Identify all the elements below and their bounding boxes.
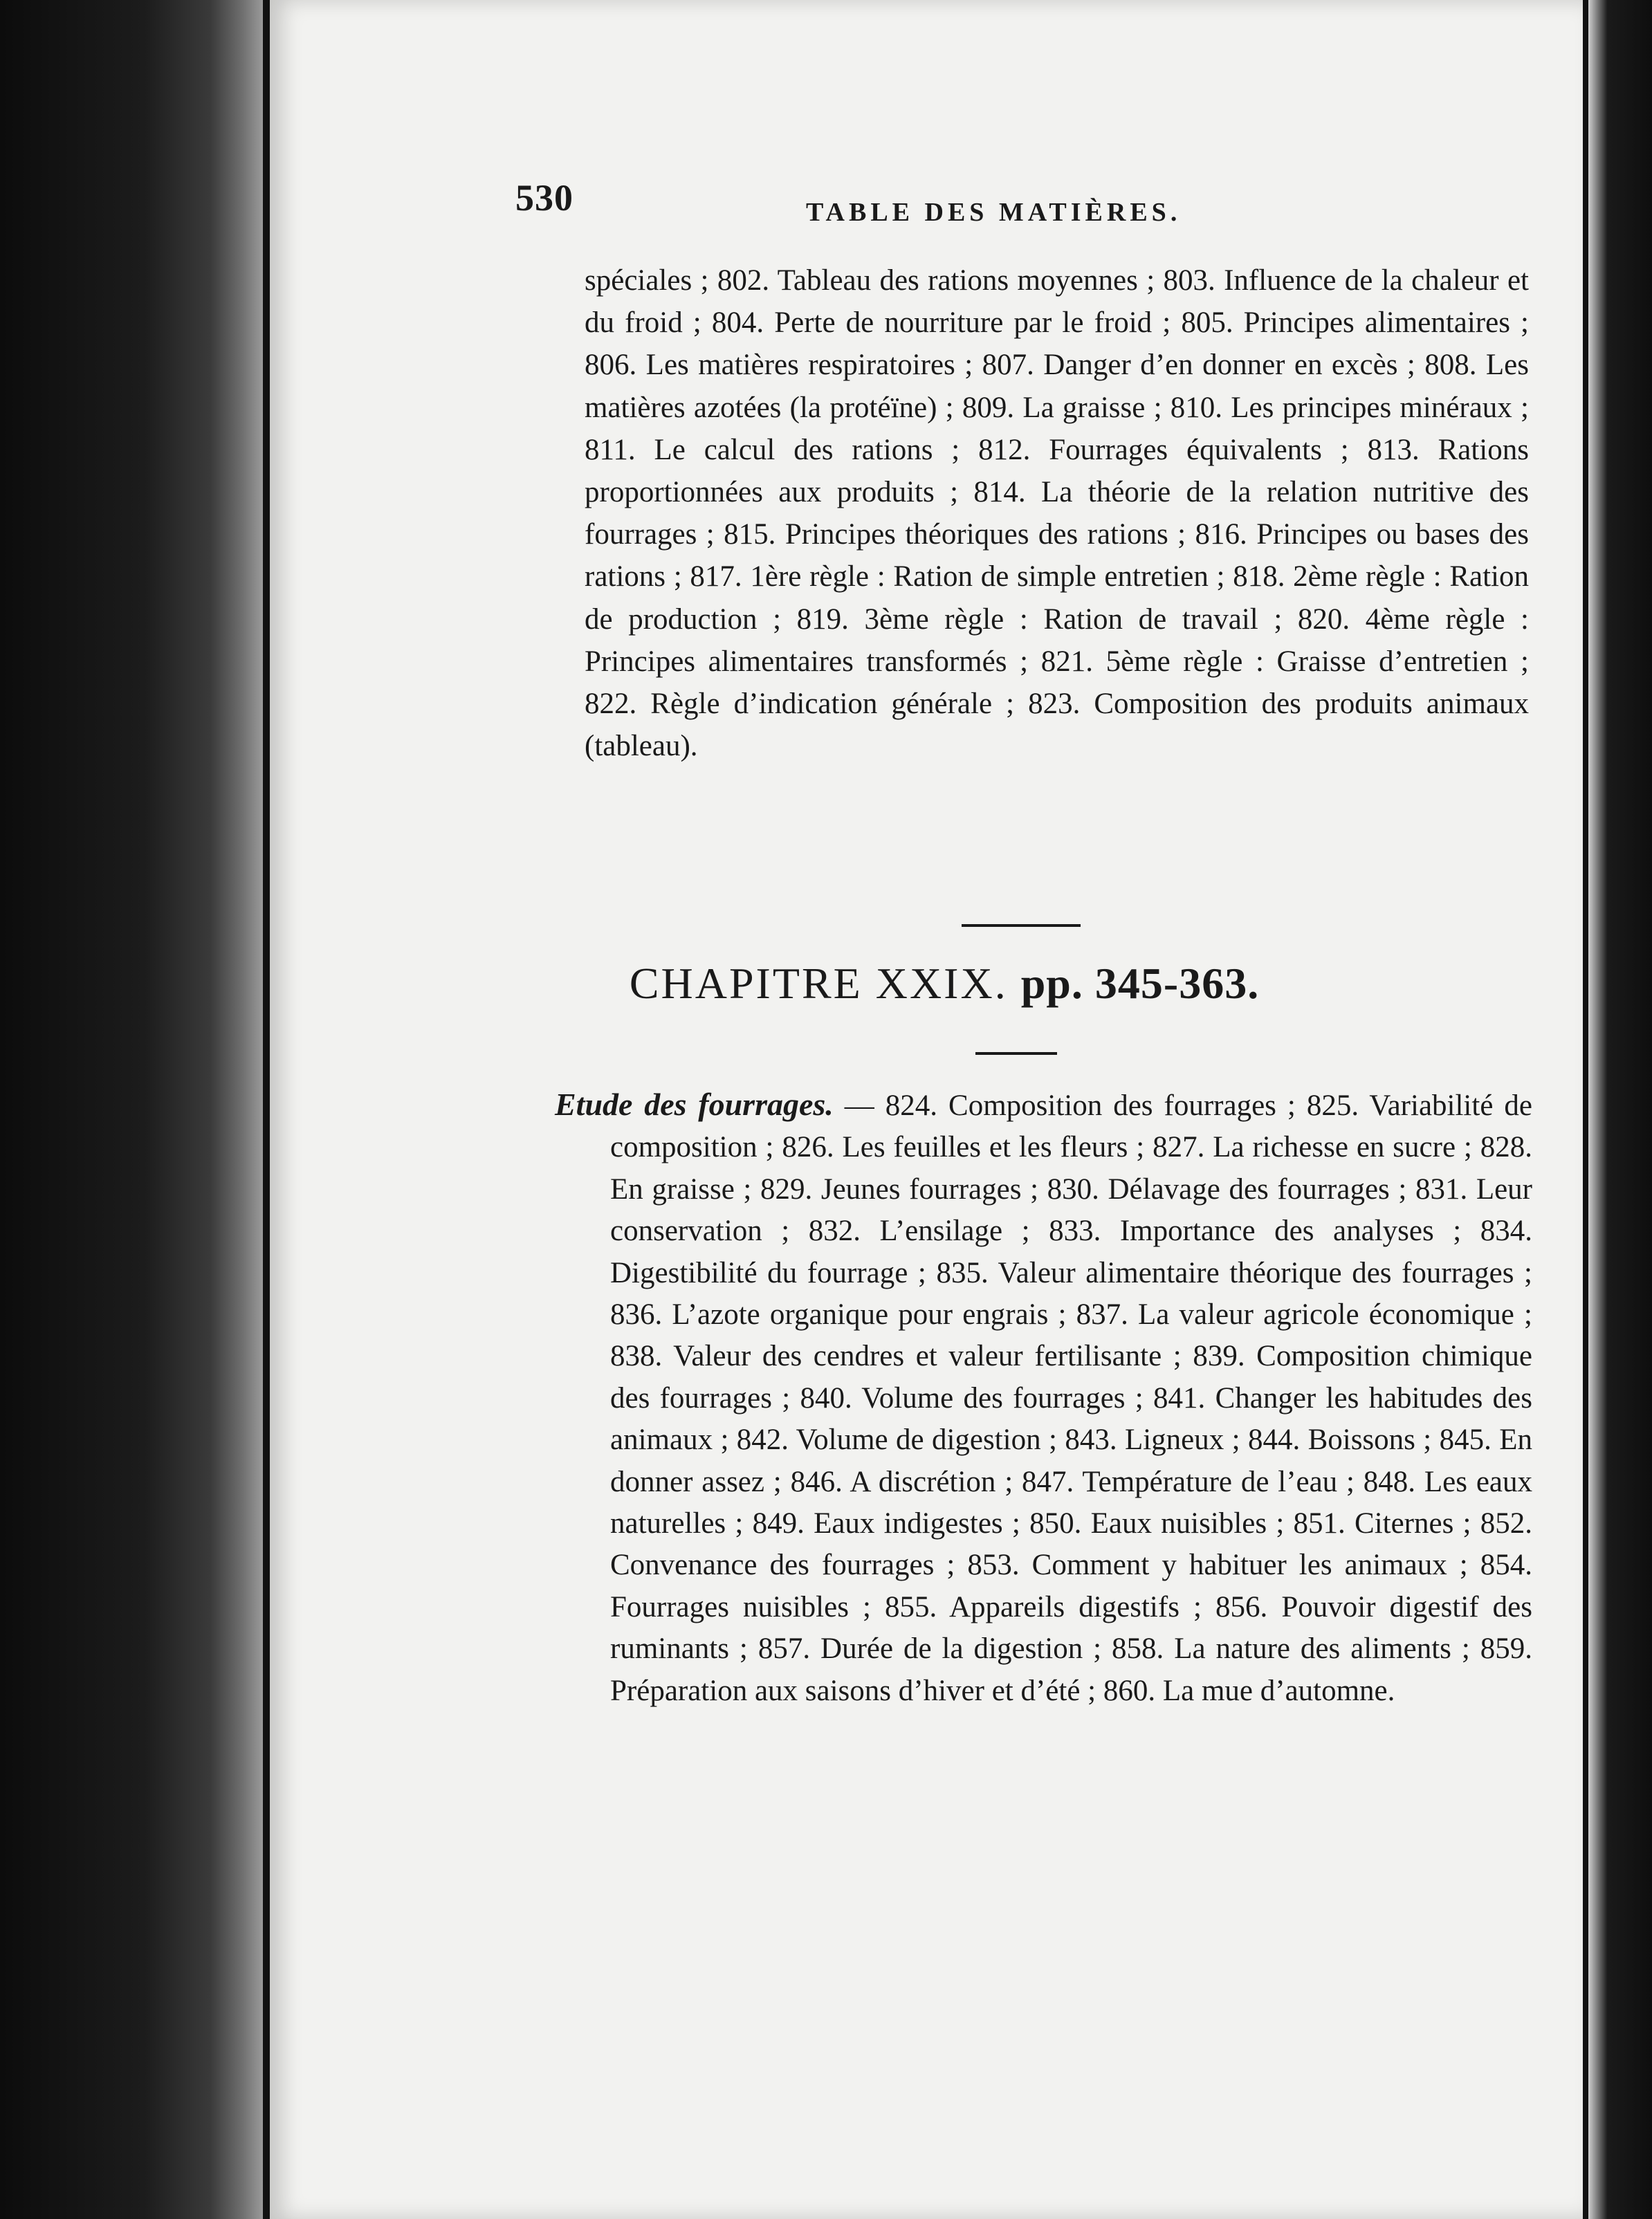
divider-rule-bottom	[975, 1052, 1057, 1055]
scan-right-border	[1588, 0, 1652, 2219]
section-title: Etude des fourrages.	[555, 1087, 834, 1122]
section-body: — 824. Composition des fourrages ; 825. Variabilité de composition ; 826. Les feuilles et les fleurs ; 827. La richesse en sucre ; 828. En graisse ; 829. Jeunes fourrages ; 830. Délavage des fourrages ; 831. Leur conservation ; 832. L’ensilage ; 833. Importance des analyses ; 834. Digestibilité du fourrage ; 835. Valeur alimentaire théorique des fourrages ; 836. L’azote organique pour engrais ; 837. La valeur agricole économique ; 838. Valeur des cendres et valeur fertilisante ; 839. Composition chimique des fourrages ; 840. Volume des fourrages ; 841. Changer les habitudes des animaux ; 842. Volume de digestion ; 843. Ligneux ; 844. Boissons ; 845. En donner assez ; 846. A discrétion ; 847. Température de l’eau ; 848. Les eaux naturelles ; 849. Eaux indigestes ; 850. Eaux nuisibles ; 851. Citernes ; 852. Convenance des fourrages ; 853. Comment y habituer les animaux ; 854. Fourrages nuisibles ; 855. Appareils digestifs ; 856. Pouvoir digestif des ruminants ; 857. Durée de la digestion ; 858. La nature des aliments ; 859. Préparation aux saisons d’hiver et d’été ; 860. La mue d’automne.	[610, 1089, 1532, 1707]
page-header	[515, 176, 1484, 232]
chapter-title: CHAPITRE XXIX.	[629, 959, 1008, 1008]
book-edge	[0, 0, 263, 2219]
running-title: TABLE DES MATIÈRES.	[806, 198, 1182, 227]
page-number: 530	[515, 177, 573, 219]
chapter-pages: pp. 345-363.	[1020, 959, 1260, 1008]
contents-paragraph-continued: spéciales ; 802. Tableau des rations moyennes ; 803. Influence de la chaleur et du froid ; 804. Perte de nourriture par le froid ; 805. Principes alimentaires ; 806. Les matières respiratoires ; 807. Danger d’en donner en excès ; 808. Les matières azotées (la protéïne) ; 809. La graisse ; 810. Les principes minéraux ; 811. Le calcul des rations ; 812. Fourrages équivalents ; 813. Rations proportionnées aux produits ; 814. La théorie de la relation nutritive des fourrages ; 815. Principes théoriques des rations ; 816. Principes ou bases des rations ; 817. 1ère règle : Ration de simple entretien ; 818. 2ème règle : Ration de production ; 819. 3ème règle : Ration de travail ; 820. 4ème règle : Principes alimentaires transformés ; 821. 5ème règle : Graisse d’entretien ; 822. Règle d’indication générale ; 823. Composition des produits animaux (tableau).	[585, 264, 1529, 763]
chapter-heading	[560, 958, 1328, 1009]
contents-paragraph-section	[555, 1084, 1532, 1712]
divider-rule-top	[962, 924, 1081, 927]
book-page	[270, 0, 1583, 2219]
